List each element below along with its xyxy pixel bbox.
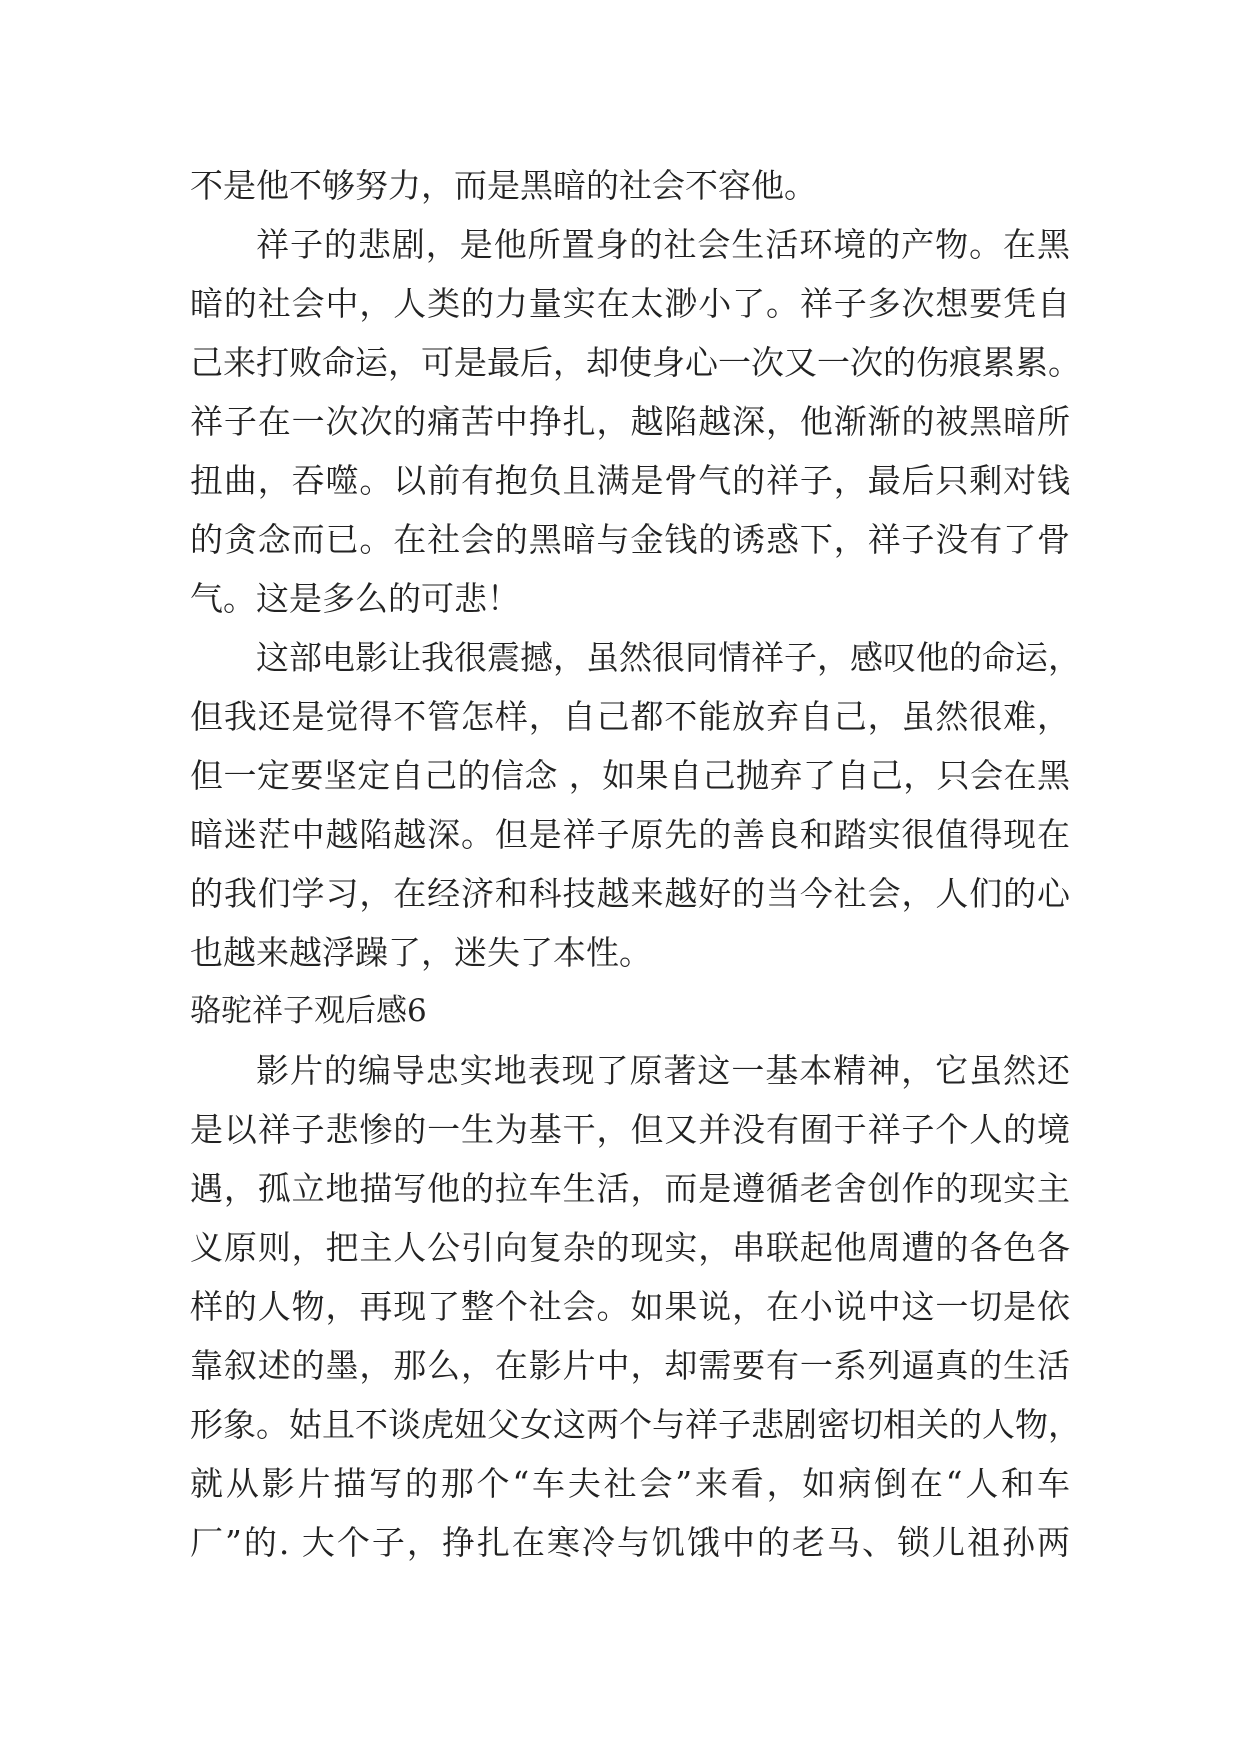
text-line: 暗的社会中，人类的力量实在太渺小了。祥子多次想要凭自 <box>190 284 1070 323</box>
text-line: 是以祥子悲惨的一生为基干，但又并没有囿于祥子个人的境 <box>190 1110 1070 1149</box>
text-line: 己来打败命运，可是最后，却使身心一次又一次的伤痕累累。 <box>190 343 1081 382</box>
text-line: 遇，孤立地描写他的拉车生活，而是遵循老舍创作的现实主 <box>190 1169 1070 1208</box>
text-line: 但一定要坚定自己的信念 ，如果自己抛弃了自己，只会在黑 <box>190 756 1070 795</box>
text-line: 厂”的. 大个子，挣扎在寒冷与饥饿中的老马、锁儿祖孙两 <box>190 1523 1070 1562</box>
text-line: 祥子在一次次的痛苦中挣扎，越陷越深，他渐渐的被黑暗所 <box>190 402 1070 441</box>
paragraph-first-line: 这部电影让我很震撼，虽然很同情祥子，感叹他的命运， <box>256 638 1081 677</box>
text-line: 气。这是多么的可悲！ <box>190 579 520 618</box>
text-line: 不是他不够努力，而是黑暗的社会不容他。 <box>190 166 817 205</box>
section-heading: 骆驼祥子观后感6 <box>190 993 427 1029</box>
text-line: 靠叙述的墨，那么，在影片中，却需要有一系列逼真的生活 <box>190 1346 1070 1385</box>
text-line: 暗迷茫中越陷越深。但是祥子原先的善良和踏实很值得现在 <box>190 815 1070 854</box>
text-line: 的我们学习，在经济和科技越来越好的当今社会，人们的心 <box>190 874 1070 913</box>
text-line: 也越来越浮躁了，迷失了本性。 <box>190 933 652 972</box>
document-body <box>190 156 1081 1572</box>
text-line: 形象。姑且不谈虎妞父女这两个与祥子悲剧密切相关的人物， <box>190 1405 1081 1444</box>
paragraph-first-line: 祥子的悲剧，是他所置身的社会生活环境的产物。在黑 <box>256 225 1070 264</box>
paragraph-first-line: 影片的编导忠实地表现了原著这一基本精神，它虽然还 <box>256 1051 1070 1090</box>
text-line: 但我还是觉得不管怎样，自己都不能放弃自己，虽然很难， <box>190 697 1070 736</box>
text-line: 扭曲，吞噬。以前有抱负且满是骨气的祥子，最后只剩对钱 <box>190 461 1070 500</box>
text-line: 义原则，把主人公引向复杂的现实，串联起他周遭的各色各 <box>190 1228 1070 1267</box>
text-line: 就从影片描写的那个“车夫社会”来看，如病倒在“人和车 <box>190 1464 1070 1503</box>
text-line: 的贪念而已。在社会的黑暗与金钱的诱惑下，祥子没有了骨 <box>190 520 1070 559</box>
text-line: 样的人物，再现了整个社会。如果说，在小说中这一切是依 <box>190 1287 1070 1326</box>
